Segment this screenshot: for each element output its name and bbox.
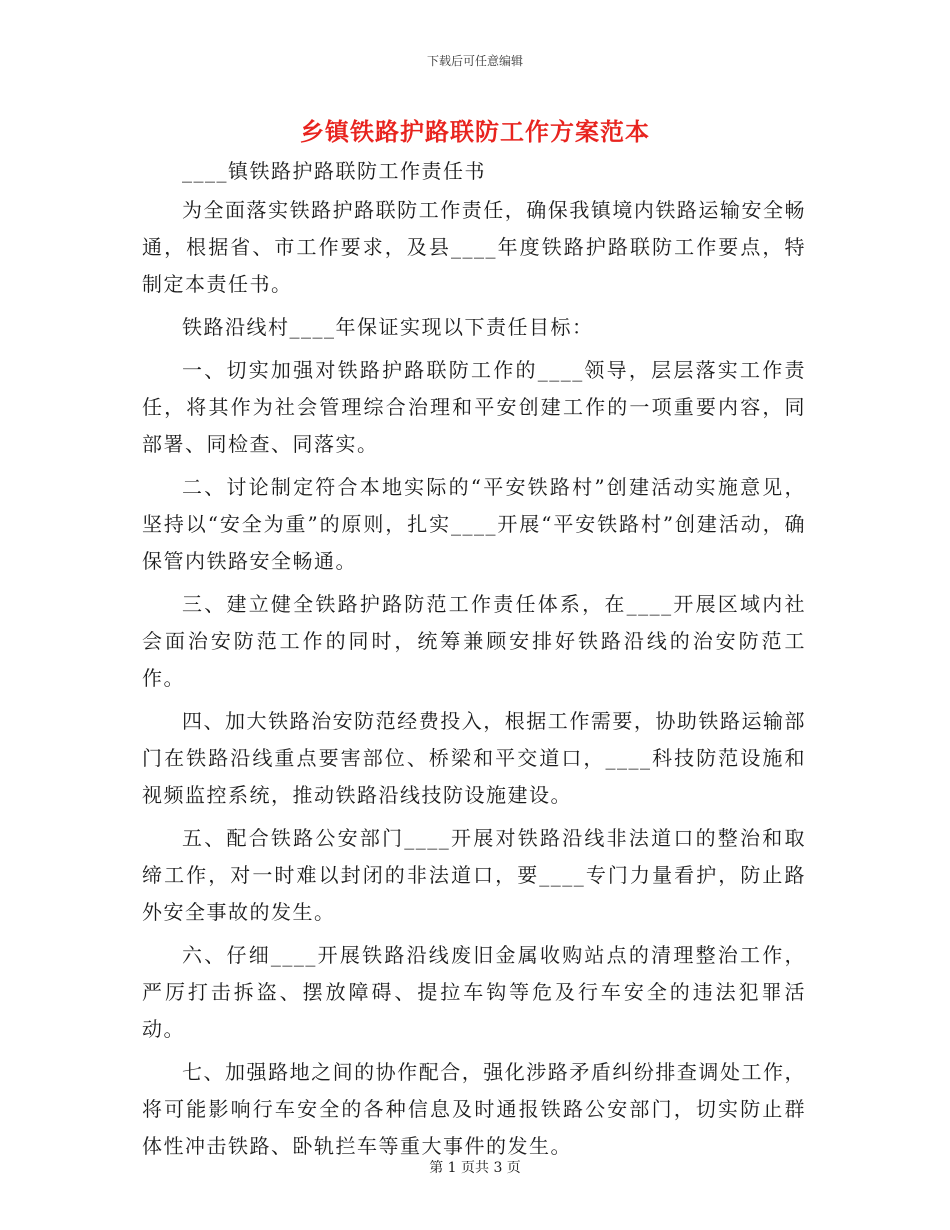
paragraph-intro: 为全面落实铁路护路联防工作责任，确保我镇境内铁路运输安全畅通，根据省、市工作要求，及县____年度铁路护路联防工作要点，特制定本责任书。 — [142, 198, 806, 296]
page-header-note: 下载后可任意编辑 — [426, 54, 523, 68]
paragraph-item-4: 四、加大铁路治安防范经费投入，根据工作需要，协助铁路运输部门在铁路沿线重点要害部位、桥梁和平交道口，____科技防范设施和视频监控系统，推动铁路沿线技防设施建设。 — [142, 709, 806, 807]
paragraph-targets: 铁路沿线村____年保证实现以下责任目标： — [182, 315, 594, 339]
paragraph-item-2: 二、讨论制定符合本地实际的“平安铁路村”创建活动实施意见，坚持以“安全为重”的原则，扎实____开展“平安铁路村”创建活动，确保管内铁路安全畅通。 — [142, 475, 806, 573]
paragraph-item-7: 七、加强路地之间的协作配合，强化涉路矛盾纠纷排查调处工作，将可能影响行车安全的各种信息及时通报铁路公安部门，切实防止群体性冲击铁路、卧轨拦车等重大事件的发生。 — [142, 1060, 806, 1158]
page-number: 第 1 页共 3 页 — [429, 1160, 521, 1176]
paragraph-responsibility-heading: ____镇铁路护路联防工作责任书 — [182, 159, 486, 183]
paragraph-item-5: 五、配合铁路公安部门____开展对铁路沿线非法道口的整治和取缔工作，对一时难以封闭的非法道口，要____专门力量看护，防止路外安全事故的发生。 — [142, 826, 806, 924]
paragraph-item-6: 六、仔细____开展铁路沿线废旧金属收购站点的清理整治工作，严厉打击拆盗、摆放障碍、提拉车钩等危及行车安全的违法犯罪活动。 — [142, 943, 806, 1041]
document-body — [142, 153, 806, 1171]
document-title: 乡镇铁路护路联防工作方案范本 — [300, 117, 650, 146]
paragraph-item-3: 三、建立健全铁路护路防范工作责任体系，在____开展区域内社会面治安防范工作的同时，统筹兼顾安排好铁路沿线的治安防范工作。 — [142, 592, 806, 690]
paragraph-item-1: 一、切实加强对铁路护路联防工作的____领导，层层落实工作责任，将其作为社会管理综合治理和平安创建工作的一项重要内容，同部署、同检查、同落实。 — [142, 358, 806, 456]
